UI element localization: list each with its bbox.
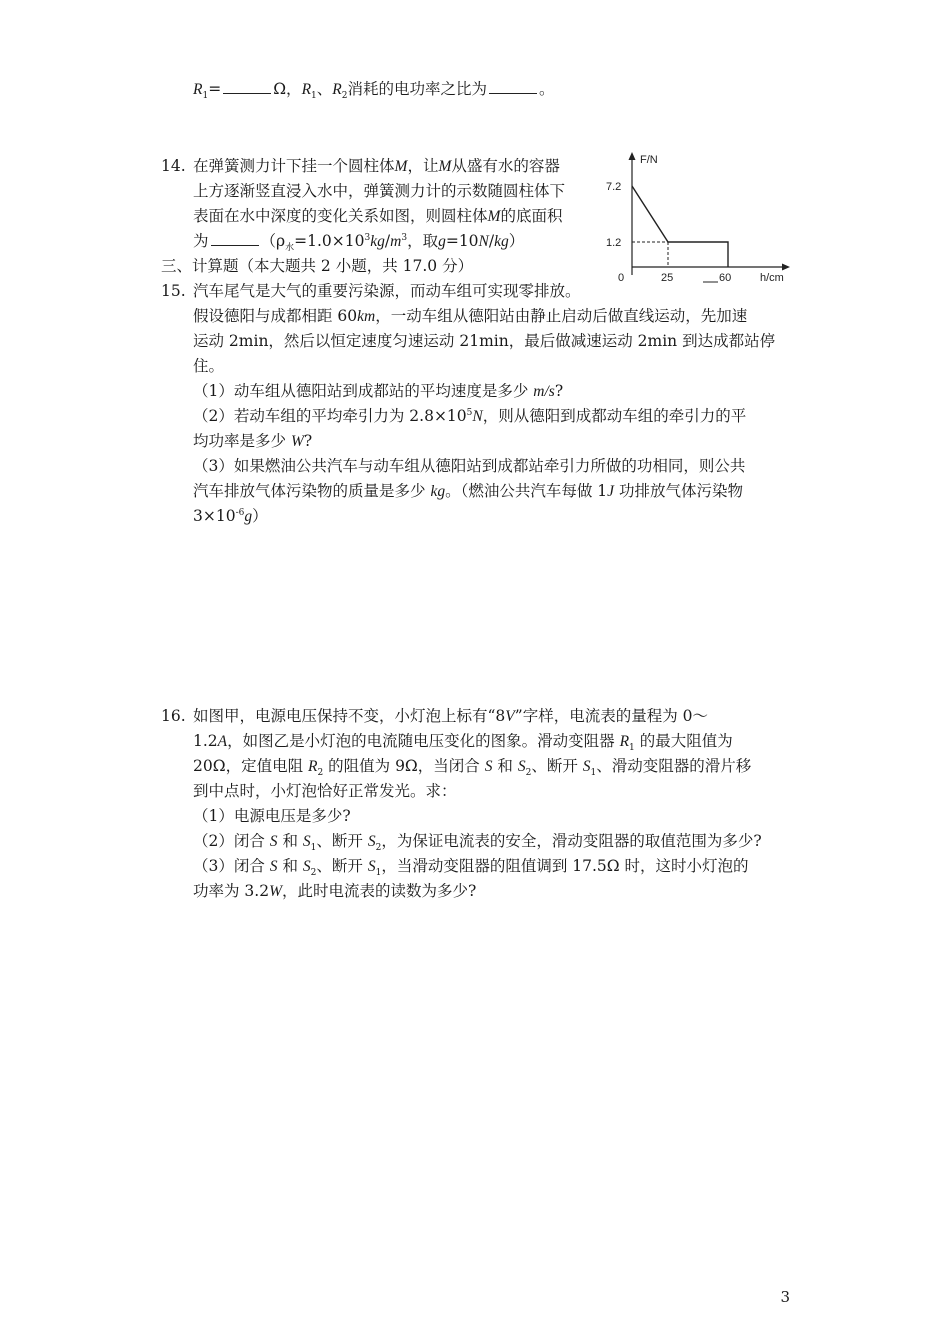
text: 消耗的电功率之比为 [347,80,487,98]
var: S [269,833,278,850]
var: S [367,858,376,875]
text: 20Ω，定值电阻 [193,757,309,775]
text: ”字样，电流表的量程为 0～ [514,707,708,725]
var: R [308,758,318,775]
q15-line-3: 运动 2min，然后以恒定速度匀速运动 21min，最后做减速运动 2min 到达成都站停 [193,332,776,350]
q15-part-2 [193,405,746,428]
unit: kg [370,233,385,250]
x-axis-label: h/cm [760,272,784,284]
text: 上方逐渐竖直浸入水中，弹簧测力计的示数随圆柱体下 [193,182,566,200]
sub: 1 [590,768,597,779]
sub: 2 [310,868,317,879]
text: 功率为 3.2 [193,882,270,900]
answer-blank[interactable] [223,79,271,94]
text: =1.0×10 [294,232,365,250]
q15-part-3: （3）如果燃油公共汽车与动车组从德阳站到成都站牵引力所做的功相同，则公共 [193,457,746,475]
text: （ρ [260,232,286,250]
y-axis-arrow-icon [629,152,636,160]
text: 的最大阻值为 [634,732,733,750]
text: ，取 [407,232,439,250]
text: 从盛有水的容器 [451,157,560,175]
q15-part-1 [193,380,563,403]
text: ，为保证电流表的安全，滑动变阻器的取值范围为多少? [381,832,762,850]
sub: 水 [285,243,295,254]
text: ，让 [407,157,439,175]
text: ? [303,432,313,450]
x-tick-60: 60 [719,272,732,284]
q16-part-2 [193,830,762,853]
text: 在弹簧测力计下挂一个圆柱体 [193,157,395,175]
q16-part-1: （1）电源电压是多少? [193,807,351,825]
text: 汽车排放气体污染物的质量是多少 [193,482,431,500]
q16-line-2 [193,730,733,753]
force-curve [632,186,728,267]
sub: 1 [629,743,635,754]
unit: W [290,433,304,450]
q14-line-2 [193,180,565,202]
text: 1.2 [193,732,218,750]
var: R [619,733,630,750]
var: S [582,758,591,775]
text: / [488,232,495,250]
sup: 3 [364,232,371,243]
unit: J [607,483,615,500]
sub: 1 [202,91,209,102]
origin-label: 0 [618,272,625,284]
sub: 2 [375,843,382,854]
text: ，则从德阳到成都动车组的牵引力的平 [482,407,747,425]
var-m: M [438,158,452,175]
text: 、滑动变阻器的滑片移 [596,757,752,775]
text: 表面在水中深度的变化关系如图，则圆柱体 [193,207,488,225]
sub: 2 [525,768,532,779]
unit: kg [494,233,509,250]
var: R [301,81,312,98]
q15-part-3-end [193,505,268,528]
q14-line-4 [193,230,524,253]
text: 、断开 [316,832,368,850]
text: ，如图乙是小灯泡的电流随电压变化的图象。滑动变阻器 [227,732,620,750]
text: / [384,232,391,250]
text: 为 [193,232,209,250]
var-m: M [394,158,408,175]
q13-tail-line [193,78,555,101]
text: 和 [492,757,518,775]
text: =10 [445,232,479,250]
unit: V [505,708,515,725]
text: （2）若动车组的平均牵引力为 2.8×10 [193,407,467,425]
text: ，当滑动变阻器的阻值调到 17.5Ω 时，这时小灯泡的 [381,857,749,875]
unit: km [357,308,376,325]
unit: N [472,408,483,425]
unit: g [244,508,253,525]
text: 如图甲，电源电压保持不变，小灯泡上标有“8 [193,707,506,725]
sub: 1 [311,91,317,102]
text: = [208,80,222,98]
text: ，一动车组从德阳站由静止启动后做直线运动，先加速 [375,307,748,325]
q15-line-1: 汽车尾气是大气的重要污染源，而动车组可实现零排放。 [193,282,581,300]
q16-line-1 [193,705,708,728]
var: R [332,81,342,98]
x-tick-25: 25 [661,272,674,284]
sup: -6 [235,507,245,518]
text: （3）闭合 [193,857,270,875]
q15-part-2-cont [193,430,312,453]
y-tick-7-2: 7.2 [606,181,622,193]
q15-part-3-cont [193,480,743,503]
var-m: M [487,208,501,225]
unit: A [217,733,228,750]
force-depth-graph [600,150,800,285]
sub: 2 [317,768,324,779]
q16-part-3-cont [193,880,476,903]
sup: 5 [466,407,473,418]
var: S [302,833,311,850]
text: 、断开 [531,757,583,775]
text: 、 [316,80,333,98]
answer-blank[interactable] [211,231,259,246]
answer-blank[interactable] [489,79,537,94]
text: 的底面积 [500,207,563,225]
var-r1: R [193,81,203,98]
text: 功排放气体污染物 [614,482,743,500]
x-axis-arrow-icon [782,264,790,271]
q14-line-3 [193,205,562,228]
page-number: 3 [780,1288,790,1306]
q16-part-3 [193,855,749,878]
unit: kg [430,483,446,500]
text: 均功率是多少 [193,432,291,450]
text: 。 [539,80,555,98]
sub: 2 [341,91,348,102]
y-axis-label: F/N [640,154,658,166]
unit: W [269,883,282,900]
text: ? [554,382,564,400]
text: 3×10 [193,507,236,525]
q15-line-4: 住。 [193,357,225,375]
text: Ω， [273,80,302,98]
sup: 3 [401,232,408,243]
question-number-14: 14. [161,157,186,175]
text: ） [508,232,525,250]
q14-line-1 [193,155,560,178]
y-tick-1-2: 1.2 [606,237,622,249]
text: 、断开 [316,857,368,875]
var: S [517,758,526,775]
text: 的阻值为 9Ω，当闭合 [323,757,485,775]
unit: m/s [533,383,555,400]
text: 。（燃油公共汽车每做 1 [445,482,608,500]
var: S [367,833,376,850]
text: （2）闭合 [193,832,270,850]
unit: m [390,233,402,250]
var: S [484,758,493,775]
text: ，此时电流表的读数为多少? [282,882,477,900]
question-number-16: 16. [161,707,186,725]
text: ） [252,507,268,525]
q16-line-3 [193,755,751,778]
var: S [269,858,278,875]
section-heading: 三、计算题（本大题共 2 小题，共 17.0 分） [161,257,474,275]
q16-line-4: 到中点时，小灯泡恰好正常发光。求： [193,782,457,800]
var: g [438,233,446,250]
q15-line-2 [193,305,747,328]
sub: 1 [375,868,382,879]
var: S [302,858,311,875]
text: 和 [277,857,303,875]
unit: N [478,233,489,250]
text: 假设德阳与成都相距 60 [193,307,358,325]
sub: 1 [310,843,317,854]
text: 和 [277,832,303,850]
text: （1）动车组从德阳站到成都站的平均速度是多少 [193,382,534,400]
question-number-15: 15. [161,282,186,300]
